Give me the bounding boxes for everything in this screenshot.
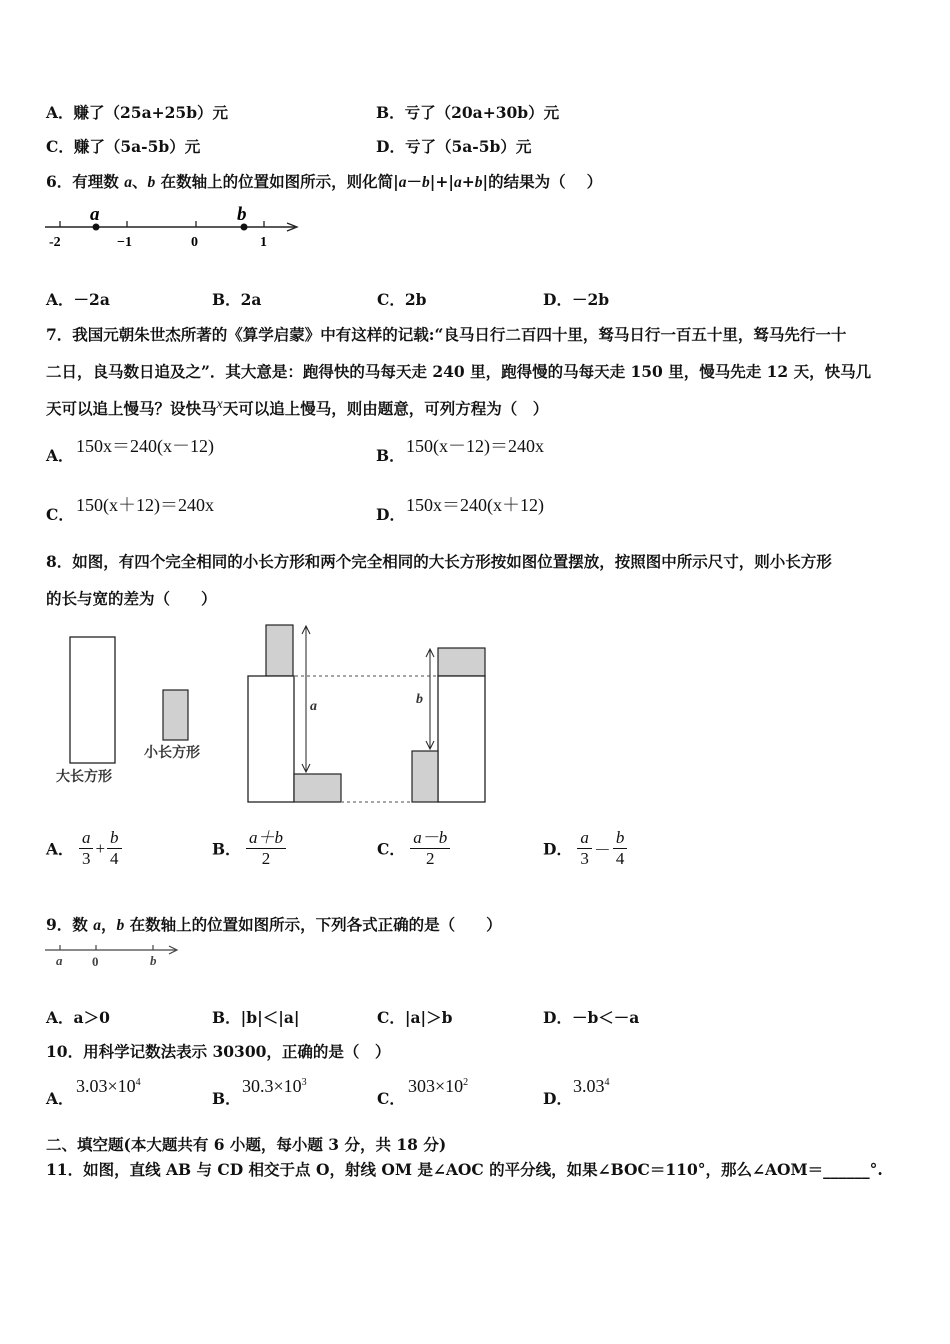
- option-value: |a|＞b: [404, 1008, 453, 1027]
- q9-option-b: [212, 1006, 300, 1028]
- q6-var: b: [422, 174, 430, 191]
- q6-var: b: [147, 174, 156, 191]
- big-rectangle: [248, 676, 294, 802]
- option-value: －2a: [73, 290, 110, 309]
- fraction: [410, 828, 450, 869]
- q5-option-b: B．亏了（20a+30b）元: [376, 103, 560, 122]
- q7-stem-line1: 7．我国元朝朱世杰所著的《算学启蒙》中有这样的记载:“良马日行二百四十里，驽马日行一百五十里，驽马先行一十: [46, 325, 847, 344]
- q6-var: b: [474, 174, 483, 191]
- q7-option-c-value: 150(x＋12)＝240x: [76, 495, 214, 515]
- operator: +: [95, 838, 106, 858]
- option-label: B．: [212, 839, 241, 859]
- big-rectangle: [438, 676, 485, 802]
- option-value: 2a: [240, 290, 262, 309]
- q9-stem: [46, 913, 502, 935]
- base: 30.3×10: [242, 1076, 302, 1096]
- q9-var: b: [116, 917, 125, 934]
- q6-var: a: [398, 174, 407, 191]
- dim-a-label: a: [310, 699, 317, 714]
- fraction: [107, 828, 122, 869]
- option-label: C．: [377, 1008, 405, 1027]
- q7-text: 天可以追上慢马，则由题意，可列方程为（ ）: [222, 399, 549, 418]
- operator: －: [593, 841, 611, 860]
- q6-text: 6．有理数: [46, 172, 119, 191]
- q9-number-line: [40, 938, 190, 970]
- q7-var: x: [216, 397, 223, 412]
- q9-text: 在数轴上的位置如图所示，下列各式正确的是（ ）: [129, 915, 502, 934]
- denominator: 4: [110, 849, 119, 868]
- fraction: [613, 828, 628, 869]
- q8-option-c: [377, 828, 450, 869]
- option-label: C．: [377, 290, 405, 309]
- q9-text: ，: [100, 915, 117, 934]
- q9-option-c: [377, 1006, 453, 1028]
- section-title: 二、填空题(本大题共有 6 小题，每小题 3 分，共 18 分): [46, 1135, 447, 1154]
- denominator: 3: [81, 849, 91, 868]
- q7-option-b-label: B．: [376, 446, 405, 465]
- base: 303×10: [408, 1076, 464, 1096]
- option-label: B．: [212, 1008, 241, 1027]
- exponent: 3: [301, 1077, 307, 1088]
- q10-option-a-value: [76, 1076, 141, 1097]
- q10-option-d-value: [573, 1076, 610, 1097]
- q7-option-d-value: 150x＝240(x＋12): [406, 495, 544, 515]
- q9-label-a: a: [56, 953, 63, 968]
- option-value: －b＜－a: [571, 1008, 640, 1027]
- q7-stem-line2: 二日，良马数日追及之”．其大意是：跑得快的马每天走 240 里，跑得慢的马每天走 150 里，慢马先走 12 天，快马几: [46, 362, 872, 381]
- q8-option-a: [46, 828, 122, 869]
- option-label: B．: [212, 290, 241, 309]
- q6-stem: [46, 170, 602, 192]
- option-label: D．: [543, 1008, 572, 1027]
- q8-option-d: [543, 828, 627, 869]
- label-small-rectangle: 小长方形: [144, 745, 200, 761]
- small-rectangle: [294, 774, 341, 802]
- small-rectangle: [266, 625, 293, 676]
- q6-option-d: [543, 288, 609, 310]
- q9-var: a: [93, 917, 101, 934]
- q6-text: |的结果为（ ）: [482, 172, 603, 191]
- option-value: |b|＜|a|: [240, 1008, 300, 1027]
- denominator: 2: [426, 849, 435, 868]
- exponent: 2: [463, 1077, 469, 1088]
- q6-tick-label: −1: [117, 235, 132, 250]
- q7-stem-line3: [46, 397, 548, 419]
- q6-option-a: [46, 288, 110, 310]
- option-value: 2b: [404, 290, 427, 309]
- q9-label-0: 0: [92, 954, 99, 969]
- numerator: b: [615, 828, 625, 847]
- q6-tick-label: 1: [260, 235, 267, 250]
- option-label: D．: [543, 290, 572, 309]
- base: 3.03×10: [76, 1076, 136, 1096]
- q8-option-b: [212, 828, 286, 869]
- q7-option-a-value: 150x＝240(x－12): [76, 436, 214, 456]
- q10-option-a-label: A．: [46, 1089, 74, 1108]
- q8-stem-line2: 的长与宽的差为（ ）: [46, 589, 217, 608]
- fraction: [577, 828, 592, 869]
- q7-option-b-value: 150(x－12)＝240x: [406, 436, 544, 456]
- q6-tick-label: -2: [49, 235, 61, 250]
- denominator: 4: [615, 849, 625, 868]
- q6-var: a: [124, 174, 132, 191]
- q7-text: 天可以追上慢马？设快马: [46, 399, 217, 418]
- q5-option-c: C．赚了（5a-5b）元: [46, 137, 201, 156]
- denominator: 2: [261, 849, 271, 868]
- q6-label-b: b: [237, 204, 247, 225]
- q9-option-d: [543, 1006, 639, 1028]
- q10-option-c-value: [408, 1076, 468, 1097]
- label-big-rectangle: 大长方形: [56, 769, 112, 785]
- q10-option-b-label: B．: [212, 1089, 241, 1108]
- option-value: －2b: [571, 290, 610, 309]
- option-label: C．: [377, 839, 405, 859]
- option-value: a＞0: [73, 1008, 110, 1027]
- q9-label-b: b: [150, 953, 157, 968]
- small-rectangle: [438, 648, 485, 676]
- numerator: a＋b: [246, 828, 286, 849]
- q7-option-d-label: D．: [376, 505, 405, 524]
- big-rectangle: [70, 637, 115, 763]
- q6-option-c: [377, 288, 426, 310]
- fraction: [79, 828, 94, 869]
- option-label: A．: [46, 1008, 74, 1027]
- q6-text: 、: [131, 172, 148, 191]
- q6-label-a: a: [90, 204, 100, 225]
- option-label: D．: [543, 839, 572, 859]
- q6-var: a: [454, 174, 462, 191]
- denominator: 3: [580, 849, 589, 868]
- dim-b-label: b: [416, 692, 423, 707]
- numerator: a: [81, 828, 91, 847]
- q10-stem: 10．用科学记数法表示 30300，正确的是（ ）: [46, 1042, 391, 1061]
- q7-option-c-label: C．: [46, 505, 74, 524]
- base: 3.03: [573, 1076, 605, 1096]
- q6-tick-label: 0: [191, 235, 198, 250]
- q9-text: 9．数: [46, 915, 88, 934]
- q8-figure: [40, 615, 500, 815]
- q6-text: －: [406, 172, 423, 191]
- q6-number-line: [40, 200, 310, 255]
- numerator: a－b: [410, 828, 450, 849]
- exponent: 4: [604, 1077, 610, 1088]
- q6-text: |+|: [429, 172, 455, 191]
- fraction: [246, 828, 286, 869]
- q10-option-b-value: [242, 1076, 307, 1097]
- q6-option-b: [212, 288, 261, 310]
- option-label: A．: [46, 839, 74, 859]
- q5-option-a: A．赚了（25a+25b）元: [46, 103, 229, 122]
- q10-option-d-label: D．: [543, 1089, 572, 1108]
- q6-text: +: [461, 172, 475, 191]
- q7-option-a-label: A．: [46, 446, 74, 465]
- small-rectangle: [163, 690, 188, 740]
- q8-stem-line1: 8．如图，有四个完全相同的小长方形和两个完全相同的大长方形按如图位置摆放，按照图中所示尺寸，则小长方形: [46, 552, 832, 571]
- q10-option-c-label: C．: [377, 1089, 405, 1108]
- option-label: A．: [46, 290, 74, 309]
- exponent: 4: [135, 1077, 141, 1088]
- numerator: a: [580, 828, 589, 847]
- q11-stem: 11．如图，直线 AB 与 CD 相交于点 O，射线 OM 是∠AOC 的平分线，如果∠BOC＝110°，那么∠AOM＝______°.: [46, 1160, 883, 1179]
- q9-option-a: [46, 1006, 110, 1028]
- q5-option-d: D．亏了（5a-5b）元: [376, 137, 532, 156]
- small-rectangle: [412, 751, 438, 802]
- q6-text: 在数轴上的位置如图所示，则化简|: [160, 172, 399, 191]
- numerator: b: [110, 828, 119, 847]
